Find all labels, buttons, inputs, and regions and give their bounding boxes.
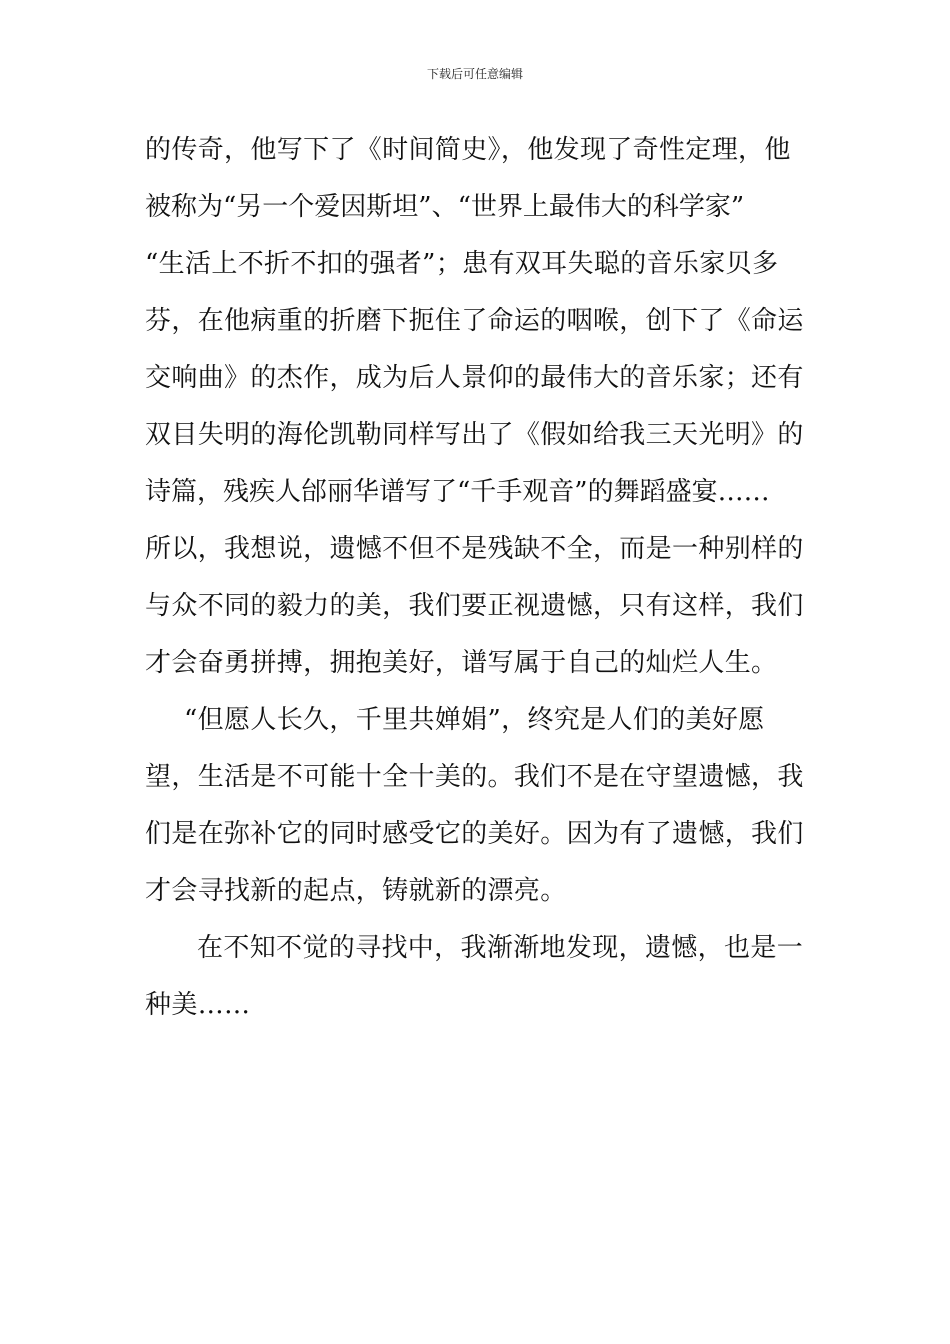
text-line: 才会寻找新的起点，铸就新的漂亮。	[145, 876, 567, 906]
page-header	[0, 66, 950, 82]
paragraph-start-line: 在不知不觉的寻找中，我渐渐地发现，遗憾，也是一	[197, 933, 804, 963]
text-line: 被称为“另一个爱因斯坦”、“世界上最伟大的科学家”	[145, 192, 745, 222]
text-line: 才会奋勇拼搏，拥抱美好，谱写属于自己的灿烂人生。	[145, 648, 778, 678]
text-line: 的传奇，他写下了《时间简史》，他发现了奇性定理，他	[145, 135, 791, 165]
header-text: 下载后可任意编辑	[426, 67, 523, 81]
text-line: “生活上不折不扣的强者”；患有双耳失聪的音乐家贝多	[145, 249, 779, 279]
text-line: 诗篇，残疾人邰丽华谱写了“千手观音”的舞蹈盛宴……	[145, 477, 770, 507]
text-line: 们是在弥补它的同时感受它的美好。因为有了遗憾，我们	[145, 819, 804, 849]
document-body	[145, 122, 815, 1034]
text-line: 与众不同的毅力的美，我们要正视遗憾，只有这样，我们	[145, 591, 804, 621]
text-line: 交响曲》的杰作，成为后人景仰的最伟大的音乐家；还有	[145, 363, 804, 393]
text-line: 双目失明的海伦凯勒同样写出了《假如给我三天光明》的	[145, 420, 804, 450]
text-line: 芬，在他病重的折磨下扼住了命运的咽喉，创下了《命运	[145, 306, 804, 336]
text-line: 种美……	[145, 990, 251, 1020]
text-line: 所以，我想说，遗憾不但不是残缺不全，而是一种别样的	[145, 534, 804, 564]
text-line: 望，生活是不可能十全十美的。我们不是在守望遗憾，我	[145, 762, 804, 792]
paragraph-start-line: “但愿人长久，千里共婵娟”，终究是人们的美好愿	[184, 705, 765, 735]
